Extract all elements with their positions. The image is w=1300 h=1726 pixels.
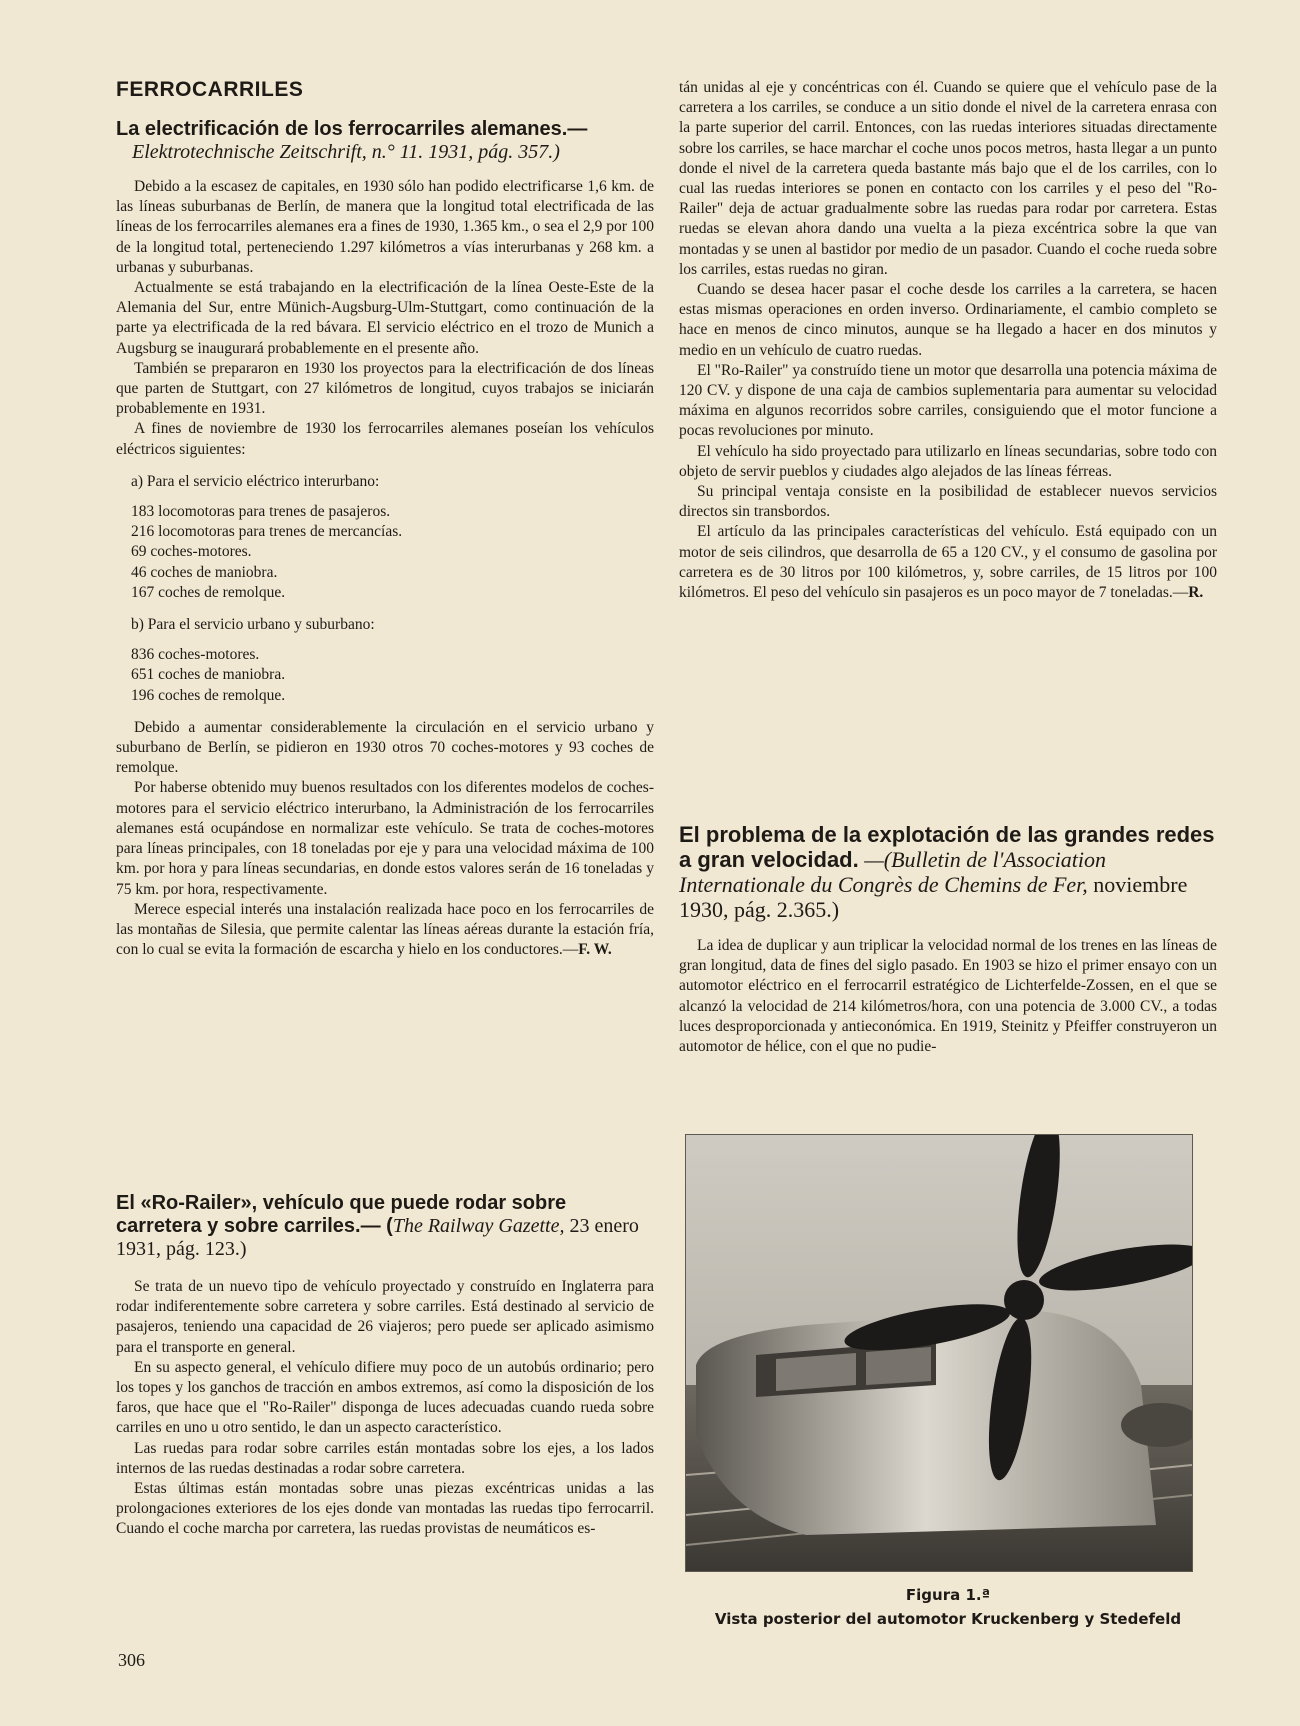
article-source-detail: noviembre 1930, pág. 2.365.) [679,872,1188,922]
paragraph: Merece especial interés una instalación realizada hace poco en los ferrocarriles de las montañas de Silesia, que permite calentar las líneas aéreas durante la estación fría, con lo cual se evita la formación de escarcha y hielo en los conductores.—F. W. [116,900,654,959]
article-source: Elektrotechnische Zeitschrift, n.° 11. 1931, pág. 357.) [132,141,560,163]
figure-photo [685,1134,1193,1572]
vehicle-list-a [116,472,654,603]
figure-caption: Vista posterior del automotor Kruckenberg y Stedefeld [714,1610,1182,1628]
paragraph: Cuando se desea hacer pasar el coche desde los carriles a la carretera, se hacen estas mismas operaciones en orden inverso. Ordinariamente, el cambio completo se hace en menos de cinco minutos, aunque se ha llegado a hacer en dos minutos y medio en un vehículo de cuatro ruedas. [679,281,1217,359]
list-item: 167 coches de remolque. [131,583,286,601]
figure-label: Figura 1.ª [905,1586,991,1604]
paragraph: También se prepararon en 1930 los proyectos para la electrificación de dos líneas que parten de Stuttgart, con 27 kilómetros de longitud, cuyos trabajos se iniciarán probablemente en 1931. [116,359,654,418]
paragraph: El "Ro-Railer" ya construído tiene un motor que desarrolla una potencia máxima de 120 CV. y dispone de una caja de cambios suplementaria para aumentar su velocidad máxima en algunos recorridos sobre carriles, consiguiendo que el motor funcione a pocas revoluciones por minuto. [679,361,1217,440]
railcar-photo-illustration [686,1135,1192,1571]
list-item: 183 locomotoras para trenes de pasajeros. [131,503,391,521]
article-ro-railer-continued [679,78,1217,603]
section-heading: FERROCARRILES [116,78,304,101]
list-item: 69 coches-motores. [131,543,252,561]
list-item: 836 coches-motores. [131,646,260,664]
article-body [116,1277,654,1540]
article-body [116,177,654,460]
paragraph: Por haberse obtenido muy buenos resultados con los diferentes modelos de coches-motores para el servicio eléctrico interurbano, la Administración de los ferrocarriles alemanes está ocupándose en normalizar este vehículo. Se trata de coches-motores para líneas principales, con 18 toneladas por eje y para una velocidad máxima de 100 km. por hora y para líneas secundarias, en donde estos valores serán de 16 toneladas y 75 km. por hora, respectivamente. [116,779,654,898]
paragraph: Debido a la escasez de capitales, en 1930 sólo han podido electrificarse 1,6 km. de las líneas suburbanas de Berlín, de manera que la longitud total electrificada de las líneas de los ferrocarriles alemanes era a fines de 1930, 1.365 km., o sea el 2,9 por 100 de la longitud total, perteneciendo 1.297 kilómetros a vías interurbanas y 268 km. a urbanas y suburbanas. [116,178,655,276]
paragraph: Debido a aumentar considerablemente la circulación en el servicio urbano y suburbano de Berlín, se pidieron en 1930 otros 70 coches-motores y 93 coches de remolque. [116,718,654,777]
paragraph: A fines de noviembre de 1930 los ferrocarriles alemanes poseían los vehículos eléctricos siguientes: [116,420,654,458]
article-title-text: El problema de la explotación de las grandes redes a gran velocidad. [679,822,1215,872]
article-body-continued [116,718,654,960]
paragraph: Las ruedas para rodar sobre carriles están montadas sobre los ejes, a los lados internos de las ruedas destinadas a rodar sobre carretera. [116,1439,654,1477]
list-item: 651 coches de maniobra. [131,666,286,684]
article-title-text: La electrificación de los ferrocarriles alemanes.— [116,118,588,140]
list-heading: b) Para el servicio urbano y suburbano: [131,616,375,634]
list-heading: a) Para el servicio eléctrico interurbano: [131,472,380,490]
page-number: 306 [118,1650,145,1670]
list-item: 46 coches de maniobra. [131,563,278,581]
article-title [679,822,1217,922]
article-electrification [116,118,654,960]
article-title [116,1192,654,1261]
paragraph: Su principal ventaja consiste en la posibilidad de establecer nuevos servicios directos sin transbordos. [679,483,1217,521]
author-signature: R. [1188,584,1204,602]
paragraph: Se trata de un nuevo tipo de vehículo proyectado y construído en Inglaterra para rodar indiferentemente sobre carretera y sobre carriles. Está destinado al servicio de pasajeros, teniendo una capacidad de 26 viajeros; pero puede ser aplicado asimismo para el transporte en general. [116,1278,654,1356]
article-source: —(Bulletin de l'Association Internationale du Congrès de Chemins de Fer, [679,847,1107,897]
paragraph: Estas últimas están montadas sobre unas piezas excéntricas unidas a las prolongaciones exteriores de los ejes donde van montadas las ruedas tipo ferrocarril. Cuando el coche marcha por carretera, las ruedas provistas de neumáticos es- [116,1480,654,1538]
paragraph: La idea de duplicar y aun triplicar la velocidad normal de los trenes en las líneas de gran longitud, data de fines del siglo pasado. En 1903 se hizo el primer ensayo con un automotor eléctrico en el ferrocarril estratégico de Lichterfelde-Zossen, en el que se alcanzó la velocidad de 214 kilómetros/hora, con una potencia de 3.000 CV., a todas luces desproporcionada y antieconómica. En 1919, Steinitz y Pfeiffer construyeron un automotor de hélice, con el que no pudie- [679,937,1217,1056]
article-ro-railer [116,1192,654,1540]
paragraph: En su aspecto general, el vehículo difiere muy poco de un autobús ordinario; pero los topes y los ganchos de tracción en ambos extremos, así como la disposición de los faros, que hace que el "Ro-Railer" disponga de luces adecuadas cuando rueda sobre carriles en uno u otro sentido, le dan un aspecto característico. [116,1358,654,1437]
article-title-text: El «Ro-Railer», vehículo que puede rodar sobre carretera y sobre carriles.— ( [116,1192,567,1237]
article-source-detail: 23 enero 1931, pág. 123.) [116,1215,639,1260]
paragraph: El vehículo ha sido proyectado para utilizarlo en líneas secundarias, sobre todo con objeto de servir pueblos y ciudades algo alejados de las líneas férreas. [679,442,1217,480]
article-high-speed [679,822,1217,1057]
paragraph: El artículo da las principales características del vehículo. Está equipado con un motor de seis cilindros, que desarrolla de 65 a 120 CV., y el consumo de gasolina por carretera es de 30 litros por 100 kilómetros, y, sobre carriles, de 15 litros por 100 kilómetros. El peso del vehículo sin pasajeros es un poco mayor de 7 toneladas.—R. [679,523,1217,602]
article-source: The Railway Gazette, [392,1215,565,1237]
paragraph: Actualmente se está trabajando en la electrificación de la línea Oeste-Este de la Alemania del Sur, entre Münich-Augsburg-Ulm-Stuttgart, como continuación de la parte ya electrificada de la red bávara. El servicio eléctrico en el trozo de Munich a Augsburg se inaugurará probablemente en el presente año. [116,279,654,357]
paragraph: tán unidas al eje y concéntricas con él. Cuando se quiere que el vehículo pase de la carretera a los carriles, se conduce a un sitio donde el nivel de la carretera enrasa con la parte superior del carril. Entonces, con las ruedas interiores situadas directamente sobre los carriles, se hace marchar el coche unos pocos metros, hasta llegar a un punto donde el nivel de la carretera queda bastante más bajo que el de los carriles, con lo cual las ruedas interiores se ponen en contacto con los carriles y el peso del "Ro-Railer" deja de actuar gradualmente sobre las ruedas para rodar por carretera. Estas ruedas se elevan ahora dando una vuelta a la pieza excéntrica sobre la que van montadas y se unen al bastidor por medio de un pasador. Cuando el coche rueda sobre los carriles, estas ruedas no giran. [679,79,1217,278]
vehicle-list-b [116,615,654,706]
author-signature: F. W. [578,941,612,959]
list-item: 216 locomotoras para trenes de mercancías. [131,523,403,541]
list-item: 196 coches de remolque. [131,686,286,704]
article-title [116,118,654,164]
article-body [679,936,1217,1057]
